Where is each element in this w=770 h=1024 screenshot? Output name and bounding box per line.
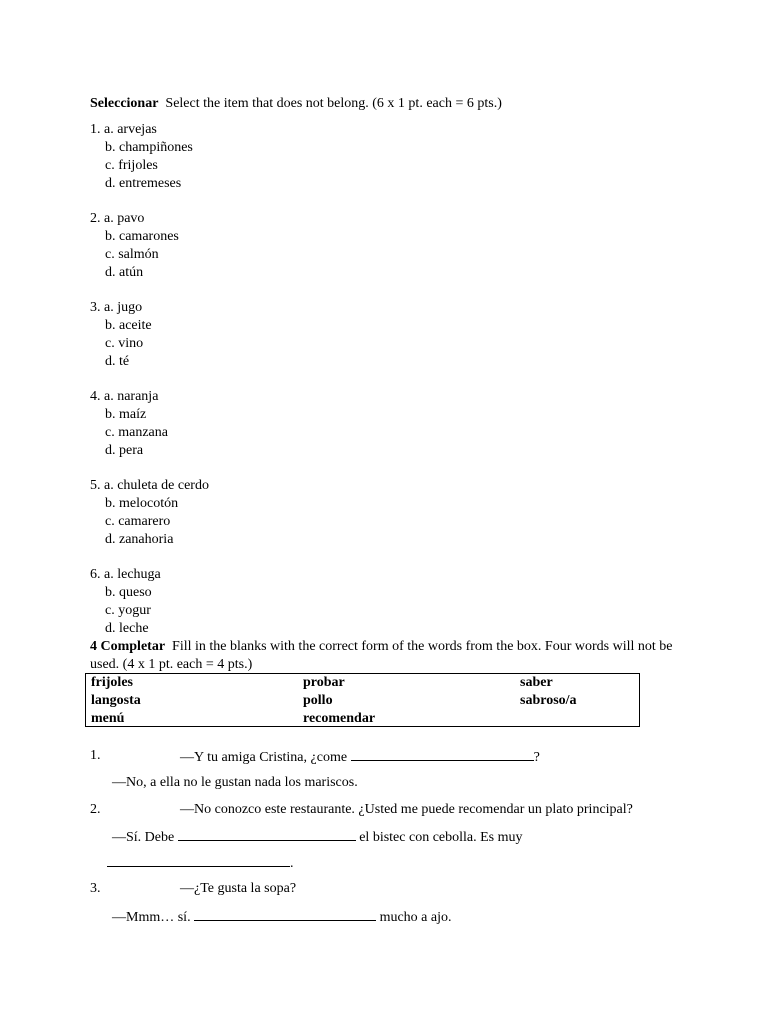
option-text: a. arvejas	[104, 122, 157, 137]
option-d: d. pera	[105, 443, 144, 458]
section1-instructions: Select the item that does not belong. (6 x 1 pt. each = 6 pts.)	[165, 96, 502, 111]
question-4	[90, 388, 168, 460]
word-box-item: pollo	[303, 693, 333, 708]
word-box-item: menú	[91, 711, 125, 726]
answer-text: mucho a ajo.	[376, 910, 452, 925]
answer-blank[interactable]	[107, 853, 290, 867]
word-box-item: langosta	[91, 693, 141, 708]
fill-item-3-question: —¿Te gusta la sopa?	[180, 881, 297, 896]
option-d: d. zanahoria	[105, 532, 174, 547]
question-number: 3.	[90, 300, 101, 315]
option-b: b. queso	[105, 585, 152, 600]
section1-heading	[90, 95, 502, 113]
option-a	[90, 121, 193, 139]
question-number: 4.	[90, 389, 101, 404]
word-box-item: sabroso/a	[520, 693, 577, 708]
option-text: a. pavo	[104, 211, 145, 226]
question-1	[90, 121, 193, 193]
question-number: 2.	[90, 211, 101, 226]
answer-blank[interactable]	[178, 827, 356, 841]
answer-text: .	[290, 856, 294, 871]
question-number: 5.	[90, 478, 101, 493]
fill-item-1-question	[180, 747, 540, 767]
option-d: d. leche	[105, 621, 149, 636]
question-3	[90, 299, 152, 371]
section1-title: Seleccionar	[90, 96, 159, 111]
fill-item-2-answer	[112, 827, 523, 847]
option-b: b. camarones	[105, 229, 179, 244]
option-d: d. té	[105, 354, 130, 369]
option-text: a. naranja	[104, 389, 159, 404]
option-c: c. yogur	[105, 603, 151, 618]
option-text: a. chuleta de cerdo	[104, 478, 209, 493]
option-c: c. camarero	[105, 514, 171, 529]
option-d: d. atún	[105, 265, 144, 280]
option-b: b. aceite	[105, 318, 152, 333]
option-b: b. melocotón	[105, 496, 179, 511]
option-a	[90, 210, 179, 228]
section2-heading	[90, 638, 690, 674]
word-box-item: probar	[303, 675, 345, 690]
option-d: d. entremeses	[105, 176, 182, 191]
option-text: a. lechuga	[104, 567, 161, 582]
option-c: c. manzana	[105, 425, 168, 440]
option-c: c. vino	[105, 336, 144, 351]
option-b: b. maíz	[105, 407, 147, 422]
option-a	[90, 388, 168, 406]
fill-item-number: 2.	[90, 802, 101, 817]
section2-instructions: Fill in the blanks with the correct form of the words from the box. Four words will not be used. (4 x 1 pt. each = 4 pts.)	[90, 639, 673, 672]
word-box-item: saber	[520, 675, 553, 690]
word-box	[85, 673, 640, 727]
question-number: 1.	[90, 122, 101, 137]
answer-text: —Sí. Debe	[112, 830, 178, 845]
question-6	[90, 566, 161, 638]
option-a	[90, 566, 161, 584]
fill-item-3-answer	[112, 907, 452, 927]
answer-text: el bistec con cebolla. Es muy	[355, 830, 523, 845]
word-box-item: recomendar	[303, 711, 376, 726]
question-number: 6.	[90, 567, 101, 582]
fill-item-1-answer: —No, a ella no le gustan nada los mariscos.	[112, 775, 358, 790]
option-b: b. champiñones	[105, 140, 193, 155]
section2-title: 4 Completar	[90, 639, 166, 654]
option-c: c. frijoles	[105, 158, 158, 173]
question-text: —Y tu amiga Cristina, ¿come	[180, 750, 351, 765]
fill-item-number: 3.	[90, 881, 101, 896]
fill-item-2-question: —No conozco este restaurante. ¿Usted me puede recomendar un plato principal?	[180, 802, 633, 817]
answer-blank[interactable]	[351, 747, 534, 761]
answer-text: —Mmm… sí.	[112, 910, 195, 925]
option-a	[90, 299, 152, 317]
fill-item-2-continuation	[107, 853, 294, 873]
question-text: ?	[533, 750, 540, 765]
answer-blank[interactable]	[194, 907, 376, 921]
option-a	[90, 477, 209, 495]
option-text: a. jugo	[104, 300, 143, 315]
question-5	[90, 477, 209, 549]
option-c: c. salmón	[105, 247, 159, 262]
word-box-item: frijoles	[91, 675, 133, 690]
question-2	[90, 210, 179, 282]
fill-item-number: 1.	[90, 748, 101, 763]
